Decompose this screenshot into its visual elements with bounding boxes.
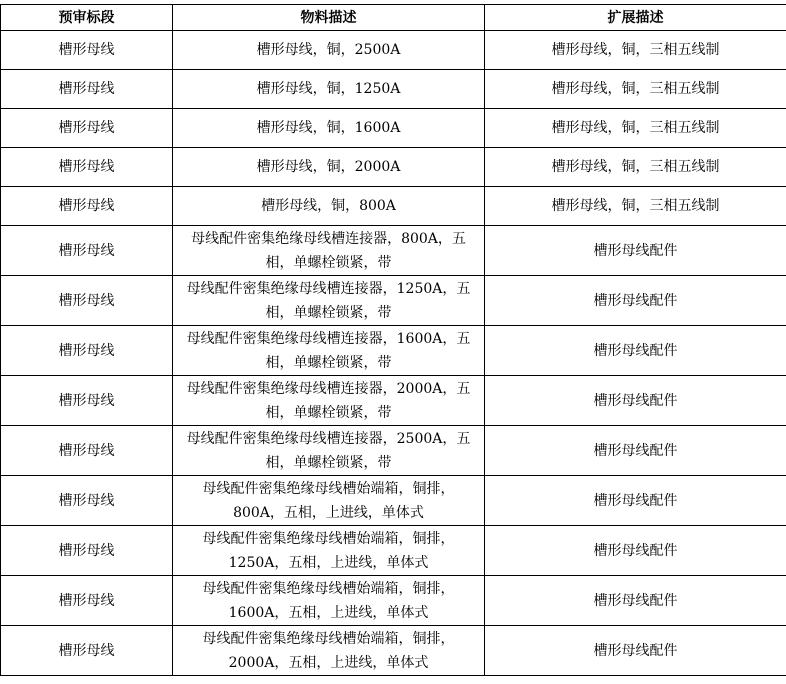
cell-segment: 槽形母线 (1, 31, 173, 70)
cell-extended: 槽形母线，铜，三相五线制 (485, 187, 786, 226)
table-row (1, 148, 786, 187)
cell-extended: 槽形母线配件 (485, 526, 786, 576)
cell-material: 母线配件密集绝缘母线槽连接器，1600A，五相，单螺栓锁紧，带 (173, 326, 485, 376)
table-row (1, 526, 786, 576)
table-row (1, 187, 786, 226)
table-row (1, 476, 786, 526)
cell-material: 母线配件密集绝缘母线槽连接器，2000A，五相，单螺栓锁紧，带 (173, 376, 485, 426)
cell-material: 槽形母线，铜，1600A (173, 109, 485, 148)
cell-extended: 槽形母线配件 (485, 426, 786, 476)
table-row (1, 276, 786, 326)
cell-extended: 槽形母线，铜，三相五线制 (485, 31, 786, 70)
materials-table (0, 4, 786, 676)
cell-segment: 槽形母线 (1, 109, 173, 148)
table-row (1, 626, 786, 676)
header-material: 物料描述 (173, 5, 485, 31)
cell-extended: 槽形母线配件 (485, 376, 786, 426)
cell-material: 母线配件密集绝缘母线槽始端箱，铜排，1250A，五相，上进线，单体式 (173, 526, 485, 576)
cell-segment: 槽形母线 (1, 576, 173, 626)
cell-material: 母线配件密集绝缘母线槽连接器，1250A，五相，单螺栓锁紧，带 (173, 276, 485, 326)
cell-material: 槽形母线，铜，2500A (173, 31, 485, 70)
cell-extended: 槽形母线配件 (485, 476, 786, 526)
table-row (1, 109, 786, 148)
table-row (1, 576, 786, 626)
cell-extended: 槽形母线配件 (485, 326, 786, 376)
cell-segment: 槽形母线 (1, 376, 173, 426)
cell-material: 槽形母线，铜，800A (173, 187, 485, 226)
cell-segment: 槽形母线 (1, 70, 173, 109)
table-row (1, 70, 786, 109)
header-row (1, 5, 786, 31)
cell-extended: 槽形母线配件 (485, 226, 786, 276)
cell-material: 母线配件密集绝缘母线槽始端箱，铜排，2000A，五相，上进线，单体式 (173, 626, 485, 676)
cell-extended: 槽形母线，铜，三相五线制 (485, 70, 786, 109)
cell-segment: 槽形母线 (1, 226, 173, 276)
cell-material: 母线配件密集绝缘母线槽始端箱，铜排，1600A，五相，上进线，单体式 (173, 576, 485, 626)
header-segment: 预审标段 (1, 5, 173, 31)
cell-segment: 槽形母线 (1, 426, 173, 476)
table-row (1, 31, 786, 70)
cell-segment: 槽形母线 (1, 276, 173, 326)
cell-material: 母线配件密集绝缘母线槽连接器，2500A，五相，单螺栓锁紧，带 (173, 426, 485, 476)
cell-extended: 槽形母线，铜，三相五线制 (485, 148, 786, 187)
cell-segment: 槽形母线 (1, 626, 173, 676)
cell-extended: 槽形母线配件 (485, 276, 786, 326)
cell-segment: 槽形母线 (1, 187, 173, 226)
cell-segment: 槽形母线 (1, 148, 173, 187)
cell-material: 槽形母线，铜，1250A (173, 70, 485, 109)
cell-extended: 槽形母线配件 (485, 626, 786, 676)
cell-material: 母线配件密集绝缘母线槽始端箱，铜排，800A，五相，上进线，单体式 (173, 476, 485, 526)
cell-segment: 槽形母线 (1, 476, 173, 526)
cell-material: 母线配件密集绝缘母线槽连接器，800A，五相，单螺栓锁紧，带 (173, 226, 485, 276)
cell-segment: 槽形母线 (1, 526, 173, 576)
cell-extended: 槽形母线配件 (485, 576, 786, 626)
header-extended: 扩展描述 (485, 5, 786, 31)
cell-material: 槽形母线，铜，2000A (173, 148, 485, 187)
table-row (1, 226, 786, 276)
cell-segment: 槽形母线 (1, 326, 173, 376)
table-row (1, 376, 786, 426)
cell-extended: 槽形母线，铜，三相五线制 (485, 109, 786, 148)
table-row (1, 326, 786, 376)
table-row (1, 426, 786, 476)
